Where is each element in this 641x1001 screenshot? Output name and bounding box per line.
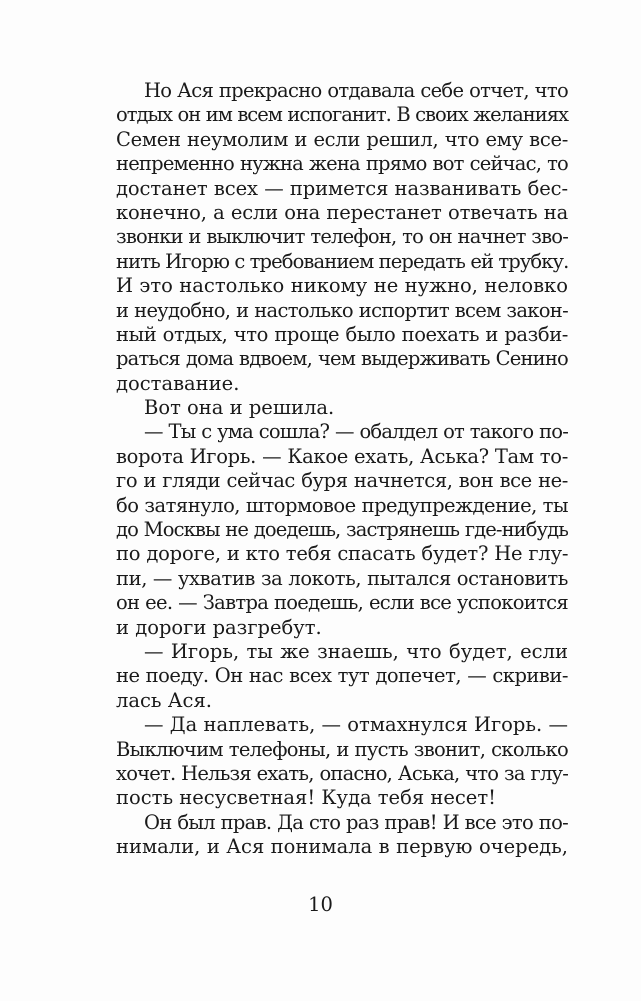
text-line: раться дома вдвоем, чем выдерживать Сенино (116, 347, 568, 371)
text-line: бо затянуло, штормовое предупреждение, ты (116, 493, 568, 517)
text-line: ворота Игорь. — Какое ехать, Аська? Там то- (116, 444, 568, 468)
text-line: пи, — ухватив за локоть, пытался остановить (116, 566, 568, 590)
text-line: — Игорь, ты же знаешь, что будет, если (144, 639, 568, 663)
text-line: Он был прав. Да сто раз прав! И все это по- (144, 810, 568, 834)
text-line: Семен неумолим и если решил, что ему все- (116, 127, 568, 151)
text-line: — Да наплевать, — отмахнулся Игорь. — (144, 713, 568, 737)
text-line: ный отдых, что проще было поехать и разби- (116, 322, 568, 346)
text-line: Вот она и решила. (144, 396, 335, 420)
page-number: 10 (308, 893, 333, 916)
text-line: го и гляди сейчас буря начнется, вон все не- (116, 469, 568, 493)
text-line: отдых он им всем испоганит. В своих желаниях (116, 103, 568, 127)
text-line: — Ты с ума сошла? — обалдел от такого по- (144, 420, 568, 444)
text-line: он ее. — Завтра поедешь, если все успокоится (116, 591, 568, 615)
text-line: пость несусветная! Куда тебя несет! (116, 786, 496, 810)
text-line: Выключим телефоны, и пусть звонит, сколько (116, 737, 568, 761)
text-line: нить Игорю с требованием передать ей трубку. (116, 249, 569, 273)
text-line: достанет всех — примется названивать бес- (116, 176, 568, 200)
text-line: непременно нужна жена прямо вот сейчас, то (116, 152, 568, 176)
text-line: Но Ася прекрасно отдавала себе отчет, что (144, 79, 568, 102)
text-line: конечно, а если она перестанет отвечать на (116, 200, 568, 224)
text-line: до Москвы не доедешь, застрянешь где-нибудь (116, 518, 568, 542)
text-line: и дороги разгребут. (116, 615, 322, 639)
text-line: И это настолько никому не нужно, неловко (116, 274, 568, 298)
text-line: не поеду. Он нас всех тут допечет, — скриви- (116, 664, 568, 688)
text-line: лась Ася. (116, 688, 212, 712)
text-line: звонки и выключит телефон, то он начнет зво- (116, 225, 568, 249)
text-line: доставание. (116, 371, 240, 395)
text-line: нимали, и Ася понимала в первую очередь, (116, 835, 568, 859)
page-text (116, 79, 568, 860)
text-line: и неудобно, и настолько испортит всем закон- (116, 298, 568, 322)
text-line: хочет. Нельзя ехать, опасно, Аська, что за глу- (116, 761, 568, 785)
text-line: по дороге, и кто тебя спасать будет? Не глу- (116, 542, 569, 566)
